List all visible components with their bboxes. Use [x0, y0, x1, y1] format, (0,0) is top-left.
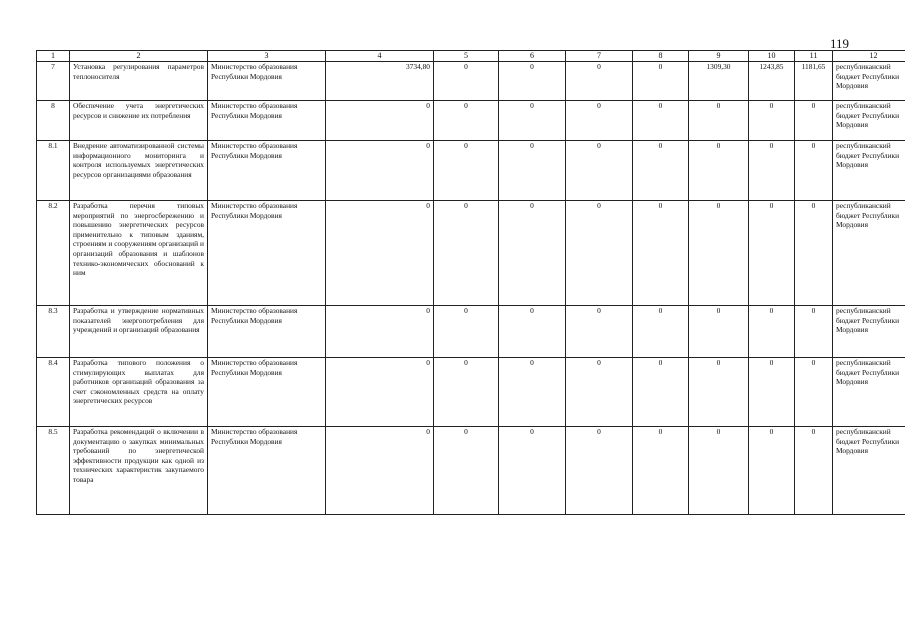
responsible-org-cell: Министерство образования Республики Мордовия	[208, 358, 326, 427]
responsible-org-cell: Министерство образования Республики Мордовия	[208, 427, 326, 515]
row-number-cell: 8.4	[37, 358, 70, 427]
header-cell: 11	[795, 51, 833, 62]
header-cell: 6	[499, 51, 566, 62]
value-cell: 0	[566, 101, 633, 141]
measure-name-cell: Разработка и утверждение нормативных показателей энергопотребления для учреждений и организаций образования	[70, 306, 208, 358]
funding-source-cell: республиканский бюджет Республики Мордовия	[833, 306, 905, 358]
value-cell: 0	[689, 306, 749, 358]
responsible-org-cell: Министерство образования Республики Мордовия	[208, 201, 326, 306]
value-cell: 0	[633, 62, 689, 101]
value-cell: 0	[795, 201, 833, 306]
header-cell: 5	[434, 51, 499, 62]
header-cell: 10	[749, 51, 795, 62]
value-cell: 0	[326, 427, 434, 515]
value-cell: 0	[434, 306, 499, 358]
value-cell: 0	[326, 358, 434, 427]
row-number-cell: 8.5	[37, 427, 70, 515]
value-cell: 0	[434, 201, 499, 306]
row-number-cell: 8	[37, 101, 70, 141]
value-cell: 0	[689, 358, 749, 427]
measure-name-cell: Разработка типового положения о стимулирующих выплатах для работников организаций образования за счет сэкономленных средств на оплату энергетических ресурсов	[70, 358, 208, 427]
value-cell: 0	[326, 141, 434, 201]
funding-source-cell: республиканский бюджет Республики Мордовия	[833, 427, 905, 515]
value-cell: 0	[633, 306, 689, 358]
funding-source-cell: республиканский бюджет Республики Мордовия	[833, 358, 905, 427]
table-row	[37, 101, 905, 141]
row-number-cell: 8.3	[37, 306, 70, 358]
value-cell: 0	[795, 427, 833, 515]
header-cell: 8	[633, 51, 689, 62]
value-cell: 0	[499, 101, 566, 141]
value-cell: 0	[566, 427, 633, 515]
responsible-org-cell: Министерство образования Республики Мордовия	[208, 62, 326, 101]
page-number: 119	[830, 36, 850, 51]
value-cell: 1243,85	[749, 62, 795, 101]
table-row	[37, 201, 905, 306]
value-cell: 0	[434, 101, 499, 141]
table-row	[37, 306, 905, 358]
header-cell: 1	[37, 51, 70, 62]
value-cell: 0	[795, 358, 833, 427]
value-cell: 0	[795, 306, 833, 358]
value-cell: 0	[499, 306, 566, 358]
program-table	[36, 50, 905, 515]
value-cell: 0	[566, 358, 633, 427]
funding-source-cell: республиканский бюджет Республики Мордовия	[833, 201, 905, 306]
value-cell: 0	[633, 358, 689, 427]
measure-name-cell: Обеспечение учета энергетических ресурсов и снижение их потребления	[70, 101, 208, 141]
value-cell: 0	[434, 427, 499, 515]
header-row	[37, 51, 905, 62]
value-cell: 0	[566, 141, 633, 201]
row-number-cell: 8.2	[37, 201, 70, 306]
row-number-cell: 8.1	[37, 141, 70, 201]
funding-source-cell: республиканский бюджет Республики Мордовия	[833, 101, 905, 141]
value-cell: 3734,80	[326, 62, 434, 101]
header-cell: 9	[689, 51, 749, 62]
value-cell: 0	[795, 141, 833, 201]
value-cell: 0	[749, 101, 795, 141]
value-cell: 0	[749, 306, 795, 358]
value-cell: 0	[434, 141, 499, 201]
value-cell: 0	[499, 358, 566, 427]
measure-name-cell: Установка регулирования параметров теплоносителя	[70, 62, 208, 101]
value-cell: 0	[326, 306, 434, 358]
funding-source-cell: республиканский бюджет Республики Мордовия	[833, 62, 905, 101]
value-cell: 0	[749, 358, 795, 427]
value-cell: 0	[499, 62, 566, 101]
value-cell: 0	[633, 427, 689, 515]
value-cell: 0	[633, 101, 689, 141]
value-cell: 0	[689, 141, 749, 201]
value-cell: 0	[434, 358, 499, 427]
responsible-org-cell: Министерство образования Республики Мордовия	[208, 306, 326, 358]
value-cell: 0	[326, 201, 434, 306]
value-cell: 0	[689, 101, 749, 141]
value-cell: 0	[749, 427, 795, 515]
value-cell: 0	[434, 62, 499, 101]
value-cell: 0	[749, 201, 795, 306]
value-cell: 0	[633, 201, 689, 306]
funding-source-cell: республиканский бюджет Республики Мордовия	[833, 141, 905, 201]
value-cell: 0	[566, 306, 633, 358]
value-cell: 0	[499, 141, 566, 201]
measure-name-cell: Разработка перечня типовых мероприятий по энергосбережению и повышению энергетических ресурсов применительно к типовым зданиям, строениям и сооружениям организаций и организаций образования и шаблонов технико-экономических обоснований к ним	[70, 201, 208, 306]
value-cell: 1309,30	[689, 62, 749, 101]
header-cell: 7	[566, 51, 633, 62]
value-cell: 0	[633, 141, 689, 201]
value-cell: 0	[689, 201, 749, 306]
value-cell: 0	[499, 427, 566, 515]
measure-name-cell: Внедрение автоматизированной системы информационного мониторинга и контроля используемых энергетических ресурсов организациями образования	[70, 141, 208, 201]
table-row	[37, 141, 905, 201]
value-cell: 0	[689, 427, 749, 515]
value-cell: 0	[795, 101, 833, 141]
value-cell: 1181,65	[795, 62, 833, 101]
header-cell: 2	[70, 51, 208, 62]
table-row	[37, 427, 905, 515]
value-cell: 0	[566, 62, 633, 101]
header-cell: 3	[208, 51, 326, 62]
header-cell: 12	[833, 51, 905, 62]
row-number-cell: 7	[37, 62, 70, 101]
responsible-org-cell: Министерство образования Республики Мордовия	[208, 141, 326, 201]
table-row	[37, 358, 905, 427]
table-row	[37, 62, 905, 101]
responsible-org-cell: Министерство образования Республики Мордовия	[208, 101, 326, 141]
measure-name-cell: Разработка рекомендаций о включении в документацию о закупках минимальных требований по энергетической эффективности продукции как одной из технических характеристик закупаемого товара	[70, 427, 208, 515]
header-cell: 4	[326, 51, 434, 62]
value-cell: 0	[499, 201, 566, 306]
value-cell: 0	[326, 101, 434, 141]
value-cell: 0	[749, 141, 795, 201]
value-cell: 0	[566, 201, 633, 306]
